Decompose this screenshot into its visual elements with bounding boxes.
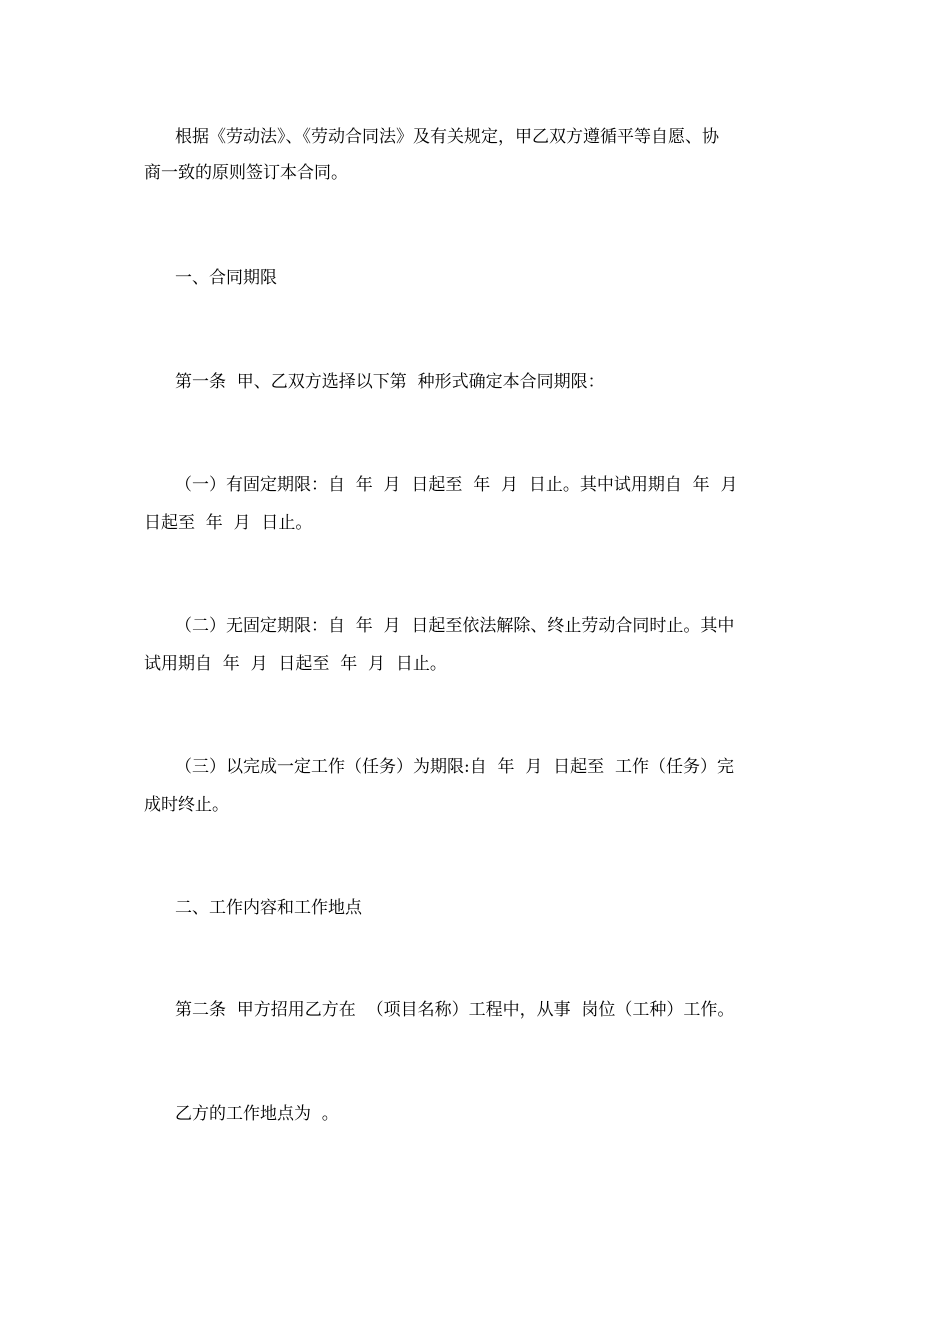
item-2-line-2: 试用期自 年 月 日起至 年 月 日止。 xyxy=(144,654,447,674)
item-2-line-1: （二）无固定期限：自 年 月 日起至依法解除、终止劳动合同时止。其中 xyxy=(175,616,735,636)
item-1-line-1: （一）有固定期限：自 年 月 日起至 年 月 日止。其中试用期自 年 月 xyxy=(175,475,738,495)
intro-line-1: 根据《劳动法》、《劳动合同法》及有关规定，甲乙双方遵循平等自愿、协 xyxy=(175,127,719,147)
article-2: 第二条 甲方招用乙方在 （项目名称）工程中，从事 岗位（工种）工作。 xyxy=(175,1000,735,1020)
work-location: 乙方的工作地点为 。 xyxy=(175,1104,339,1124)
section-heading-work: 二、工作内容和工作地点 xyxy=(175,898,362,918)
section-heading-term: 一、合同期限 xyxy=(175,268,277,288)
item-3-line-2: 成时终止。 xyxy=(144,795,229,815)
item-1-line-2: 日起至 年 月 日止。 xyxy=(144,513,313,533)
item-3-line-1: （三）以完成一定工作（任务）为期限:自 年 月 日起至 工作（任务）完 xyxy=(175,757,734,777)
article-1: 第一条 甲、乙双方选择以下第 种形式确定本合同期限： xyxy=(175,372,605,392)
intro-line-2: 商一致的原则签订本合同。 xyxy=(144,163,348,183)
